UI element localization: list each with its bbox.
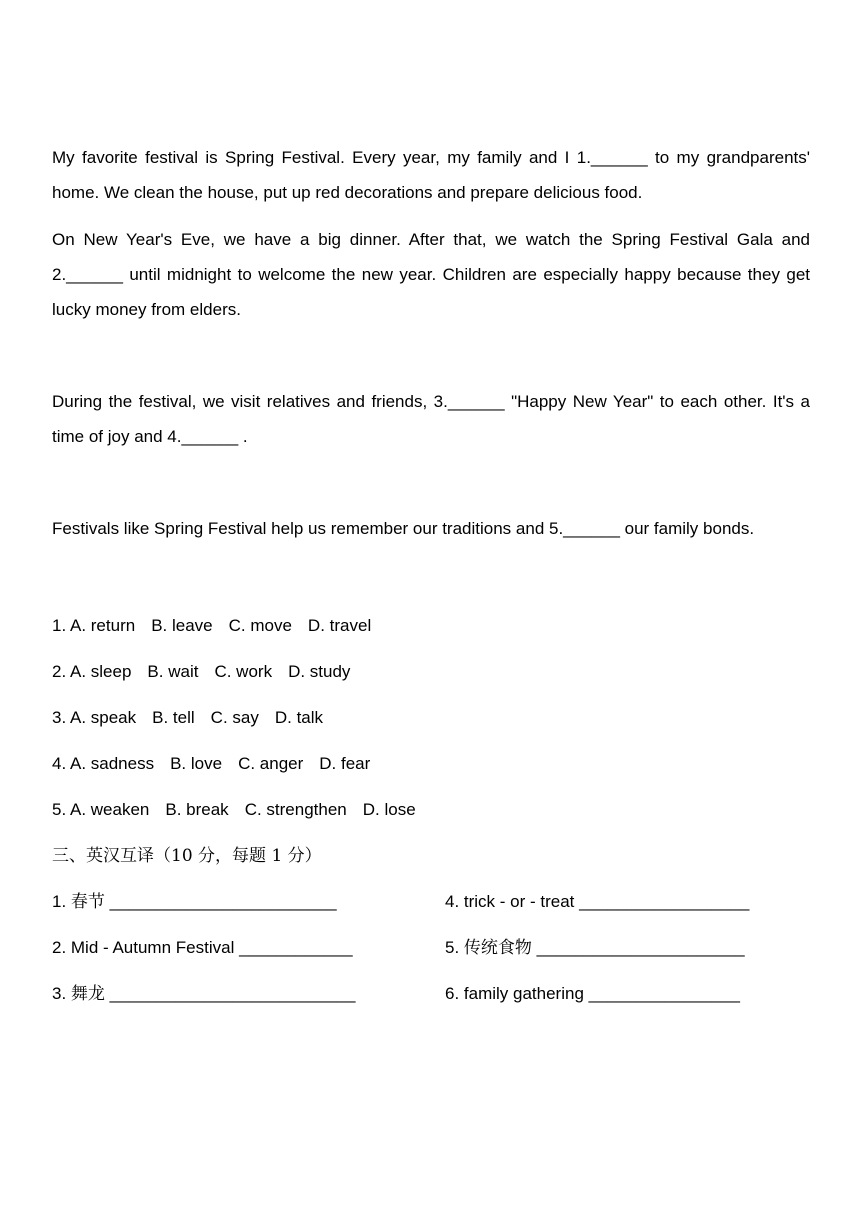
- answer-blank[interactable]: ______________________: [536, 938, 745, 957]
- passage-paragraph-4: Festivals like Spring Festival help us remember our traditions and 5.______ our family bonds.: [52, 519, 755, 538]
- question-number: 4.: [52, 754, 67, 773]
- option-b: B. tell: [152, 708, 195, 727]
- passage-paragraph-1: My favorite festival is Spring Festival. Every year, my family and I 1.______ to my grandparents' home. We clean the house, put up red decorations and prepare delicious food.: [52, 148, 810, 202]
- translation-label: 3. 舞龙: [52, 984, 105, 1003]
- question-number: 5.: [52, 800, 67, 819]
- translation-label: 2. Mid - Autumn Festival: [52, 938, 235, 957]
- option-a: A. weaken: [69, 800, 150, 819]
- answer-blank[interactable]: ________________________: [109, 892, 337, 911]
- question-row-4: [52, 741, 810, 787]
- question-number: 1.: [52, 616, 67, 635]
- translation-label: 4. trick - or - treat: [445, 892, 575, 911]
- option-c: C. anger: [238, 754, 304, 773]
- translation-item-5: [445, 925, 810, 971]
- option-d: D. lose: [362, 800, 416, 819]
- option-d: D. talk: [274, 708, 324, 727]
- option-c: C. strengthen: [244, 800, 347, 819]
- option-c: C. move: [228, 616, 292, 635]
- translation-item-4: [445, 879, 810, 925]
- question-number: 2.: [52, 662, 67, 681]
- option-a: A. return: [69, 616, 136, 635]
- option-d: D. study: [288, 662, 351, 681]
- question-number: 3.: [52, 708, 67, 727]
- option-b: B. love: [170, 754, 223, 773]
- translation-item-6: [445, 971, 810, 1017]
- answer-blank[interactable]: ____________: [239, 938, 353, 957]
- answer-blank[interactable]: __________________________: [109, 984, 356, 1003]
- translation-label: 1. 春节: [52, 892, 105, 911]
- option-b: B. leave: [151, 616, 213, 635]
- answer-blank[interactable]: __________________: [579, 892, 750, 911]
- translation-grid: [52, 879, 810, 1017]
- translation-item-1: [52, 879, 445, 925]
- question-row-1: [52, 603, 810, 649]
- passage-paragraph-3: During the festival, we visit relatives and friends, 3.______ "Happy New Year" to each other. It's a time of joy and 4.______ .: [52, 392, 810, 446]
- translation-item-2: [52, 925, 445, 971]
- translation-label: 6. family gathering: [445, 984, 584, 1003]
- translation-label: 5. 传统食物: [445, 938, 532, 957]
- worksheet-page: [52, 140, 810, 1017]
- option-d: D. fear: [319, 754, 371, 773]
- option-a: A. sadness: [69, 754, 155, 773]
- answer-blank[interactable]: ________________: [588, 984, 740, 1003]
- question-row-2: [52, 649, 810, 695]
- option-c: C. work: [214, 662, 273, 681]
- question-row-5: [52, 787, 810, 833]
- option-b: B. wait: [147, 662, 199, 681]
- option-d: D. travel: [307, 616, 372, 635]
- option-a: A. speak: [69, 708, 137, 727]
- cloze-options-list: [52, 603, 810, 833]
- option-b: B. break: [165, 800, 229, 819]
- option-c: C. say: [210, 708, 259, 727]
- passage-paragraph-2: On New Year's Eve, we have a big dinner. After that, we watch the Spring Festival Gala and 2.______ until midnight to welcome the new year. Children are especially happy because they get lucky money from elders.: [52, 230, 810, 319]
- question-row-3: [52, 695, 810, 741]
- option-a: A. sleep: [69, 662, 132, 681]
- translation-item-3: [52, 971, 445, 1017]
- section-3-heading: 三、英汉互译（10 分，每题 1 分）: [52, 846, 322, 866]
